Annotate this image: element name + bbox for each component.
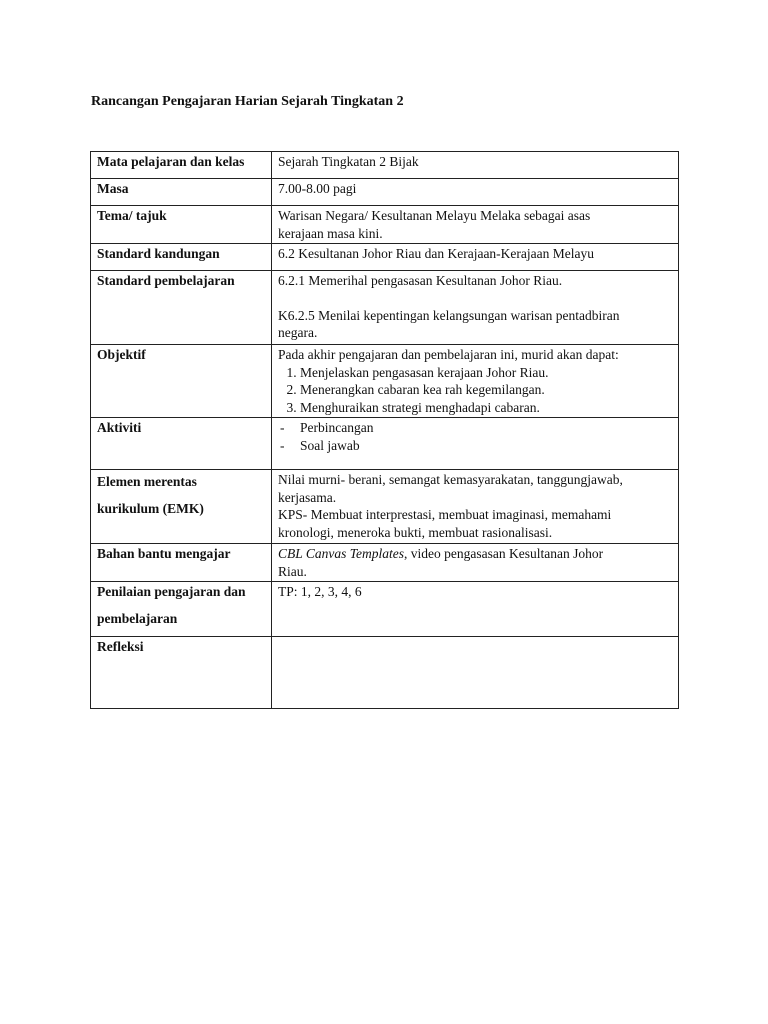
row-value bbox=[272, 418, 679, 470]
row-label bbox=[91, 582, 272, 637]
document-title: Rancangan Pengajaran Harian Sejarah Tingkatan 2 bbox=[91, 94, 404, 109]
row-value: 6.2 Kesultanan Johor Riau dan Kerajaan-Kerajaan Melayu bbox=[272, 244, 679, 271]
teaching-aids-template-name: CBL Canvas Templates bbox=[278, 546, 405, 561]
table-row-learning-standard bbox=[91, 271, 679, 345]
row-value bbox=[272, 637, 679, 709]
row-value: Sejarah Tingkatan 2 Bijak bbox=[272, 152, 679, 179]
list-item: 3. Menghuraikan strategi menghadapi cabaran. bbox=[300, 399, 672, 417]
table-row-activity bbox=[91, 418, 679, 470]
assessment-label-line: pembelajaran bbox=[97, 610, 178, 626]
table-row-reflection bbox=[91, 637, 679, 709]
teaching-aids-rest: , video pengasasan Kesultanan Johor bbox=[404, 546, 604, 561]
objective-intro: Pada akhir pengajaran dan pembelajaran ini, murid akan dapat: bbox=[278, 347, 619, 362]
table-row-emk bbox=[91, 470, 679, 544]
learning-standard-line: 6.2.1 Memerihal pengasasan Kesultanan Johor Riau. bbox=[278, 273, 563, 288]
activity-list bbox=[278, 419, 672, 454]
row-value: TP: 1, 2, 3, 4, 6 bbox=[272, 582, 679, 637]
table-row-objective bbox=[91, 345, 679, 418]
teaching-aids-line2: Riau. bbox=[278, 563, 307, 579]
list-item: 2. Menerangkan cabaran kea rah kegemilangan. bbox=[300, 381, 672, 399]
row-label: Standard pembelajaran bbox=[91, 271, 272, 345]
emk-line: kerjasama. bbox=[278, 489, 337, 505]
row-value bbox=[272, 470, 679, 544]
theme-line: kerajaan masa kini. bbox=[278, 225, 383, 241]
row-value bbox=[272, 271, 679, 345]
row-label: Refleksi bbox=[91, 637, 272, 709]
emk-line: KPS- Membuat interprestasi, membuat imaginasi, memahami bbox=[278, 507, 612, 522]
row-label: Standard kandungan bbox=[91, 244, 272, 271]
emk-line: Nilai murni- berani, semangat kemasyarakatan, tanggungjawab, bbox=[278, 472, 623, 487]
objective-list bbox=[278, 364, 672, 417]
row-value: 7.00-8.00 pagi bbox=[272, 179, 679, 206]
row-label: Mata pelajaran dan kelas bbox=[91, 152, 272, 179]
row-label: Bahan bantu mengajar bbox=[91, 544, 272, 582]
list-item: - Soal jawab bbox=[280, 437, 360, 453]
table-row-theme bbox=[91, 206, 679, 244]
row-value bbox=[272, 345, 679, 418]
learning-standard-line: K6.2.5 Menilai kepentingan kelangsungan warisan pentadbiran bbox=[278, 307, 620, 323]
table-row-content-standard bbox=[91, 244, 679, 271]
row-label: Aktiviti bbox=[91, 418, 272, 470]
emk-label-line: kurikulum (EMK) bbox=[97, 500, 204, 516]
table-row-teaching-aids bbox=[91, 544, 679, 582]
activity-text: Soal jawab bbox=[300, 437, 360, 453]
emk-line: kronologi, meneroka bukti, membuat rasionalisasi. bbox=[278, 524, 553, 540]
lesson-plan-table bbox=[90, 151, 679, 709]
table-row-subject bbox=[91, 152, 679, 179]
theme-line: Warisan Negara/ Kesultanan Melayu Melaka sebagai asas bbox=[278, 208, 591, 223]
table-row-assessment bbox=[91, 582, 679, 637]
row-label: Masa bbox=[91, 179, 272, 206]
list-item: 1. Menjelaskan pengasasan kerajaan Johor Riau. bbox=[300, 364, 672, 382]
row-label: Objektif bbox=[91, 345, 272, 418]
emk-label-line: Elemen merentas bbox=[97, 474, 197, 489]
assessment-label-line: Penilaian pengajaran dan bbox=[97, 584, 246, 599]
row-value bbox=[272, 544, 679, 582]
list-item: - Perbincangan bbox=[280, 420, 374, 435]
row-label bbox=[91, 470, 272, 544]
row-label: Tema/ tajuk bbox=[91, 206, 272, 244]
row-value bbox=[272, 206, 679, 244]
teaching-aids-line bbox=[278, 545, 672, 563]
learning-standard-line: negara. bbox=[278, 325, 318, 340]
activity-text: Perbincangan bbox=[300, 420, 374, 435]
table-row-time bbox=[91, 179, 679, 206]
